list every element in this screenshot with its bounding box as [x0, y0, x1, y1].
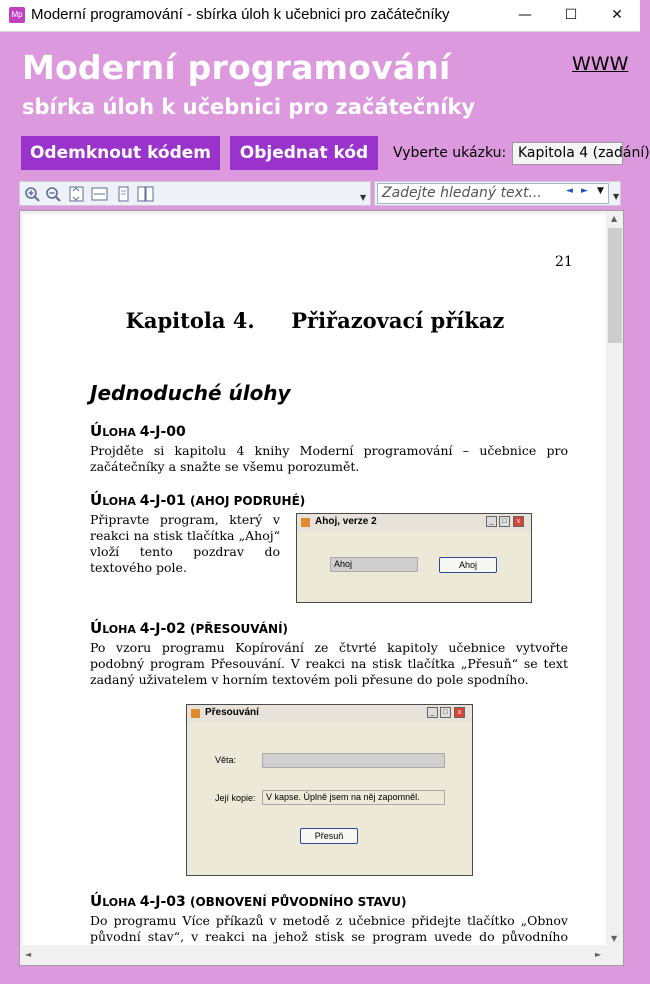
task-text: Do programu Více příkazů v metodě z učebnice přidejte tlačítko „Obnov původní stav“, v reakci na jehož stisk se program uvede do původního [90, 913, 568, 944]
window-title: Moderní programování - sbírka úloh k učebnici pro začátečníky [31, 6, 450, 23]
app-icon: Mp [9, 7, 25, 23]
ahoj-button: Ahoj [439, 557, 497, 573]
close-icon: x [454, 707, 465, 718]
chapter-title [23, 308, 607, 333]
search-prev-icon[interactable]: ◄ [566, 186, 573, 196]
scroll-left-icon[interactable]: ◄ [25, 950, 32, 959]
task-text: Po vzoru programu Kopírování ze čtvrté kapitoly učebnice vytvořte podobný program Přesouvání. V reakci na stisk tlačítka „Přesuň“ se text zadaný uživatelem v horním textovém poli přesune do pole spodního. [90, 640, 568, 687]
document-page[interactable] [23, 214, 607, 946]
scroll-right-icon[interactable]: ► [595, 950, 602, 959]
window-titlebar [297, 514, 531, 531]
task-title: ÚLOHA 4-J-00 [90, 422, 186, 440]
single-page-icon[interactable] [115, 186, 132, 202]
search-overflow-icon[interactable]: ▼ [613, 192, 620, 201]
copy-field: V kapse. Úplně jsem na něj zapomněl. [262, 790, 445, 805]
maximize-button[interactable]: ☐ [564, 7, 578, 23]
www-link[interactable]: WWW [572, 53, 629, 75]
close-button[interactable]: ✕ [611, 7, 623, 23]
copy-label: Její kopie: [215, 793, 256, 803]
minimize-icon: _ [486, 516, 497, 527]
sample-select[interactable]: Kapitola 4 (zadání) [512, 142, 623, 165]
app-subtitle: sbírka úloh k učebnici pro začátečníky [22, 95, 476, 119]
window-ahoj [296, 513, 532, 603]
sample-label: Vyberte ukázku: [393, 145, 507, 161]
zoom-out-icon[interactable] [45, 186, 62, 202]
minimize-button[interactable]: — [518, 7, 532, 23]
sentence-field [262, 753, 445, 768]
two-pages-icon[interactable] [137, 186, 154, 202]
section-title: Jednoduché úlohy [90, 381, 291, 405]
maximize-icon: □ [499, 516, 510, 527]
window-icon [191, 709, 200, 718]
window-titlebar [187, 705, 472, 722]
fit-page-icon[interactable] [68, 186, 85, 202]
close-icon: x [513, 516, 524, 527]
sentence-label: Věta: [215, 755, 237, 765]
page-number: 21 [555, 254, 573, 270]
window-icon [301, 518, 310, 527]
maximize-icon: □ [440, 707, 451, 718]
task-text: Připravte program, který v reakci na stisk tlačítka „Ahoj“ vloží tento pozdrav do textového pole. [90, 512, 280, 575]
horizontal-scrollbar[interactable] [21, 945, 606, 964]
scroll-up-icon[interactable]: ▲ [611, 214, 618, 223]
minimize-icon: _ [427, 707, 438, 718]
window-title: Přesouvání [205, 707, 259, 718]
vertical-scroll-thumb[interactable] [608, 228, 622, 343]
chapter-heading: Kapitola 4. Přiřazovací příkaz [125, 308, 505, 333]
viewer-toolbar [19, 181, 371, 206]
task-title: ÚLOHA 4-J-03 (OBNOVENÍ PŮVODNÍHO STAVU) [90, 892, 407, 910]
text-field: Ahoj [330, 557, 418, 572]
task-title: ÚLOHA 4-J-01 (AHOJ PODRUHÉ) [90, 491, 306, 509]
order-button[interactable]: Objednat kód [230, 136, 378, 170]
zoom-in-icon[interactable] [24, 186, 41, 202]
window-presouvani [186, 704, 473, 876]
window-title: Ahoj, verze 2 [315, 516, 377, 527]
task-title: ÚLOHA 4-J-02 (PŘESOUVÁNÍ) [90, 619, 289, 637]
fit-width-icon[interactable] [91, 186, 108, 202]
unlock-button[interactable]: Odemknout kódem [21, 136, 220, 170]
app-title: Moderní programování [22, 48, 451, 87]
scroll-down-icon[interactable]: ▼ [611, 934, 618, 943]
move-button: Přesuň [300, 828, 358, 844]
task-text: Projděte si kapitolu 4 knihy Moderní programování – učebnice pro začátečníky a snažte se všemu porozumět. [90, 443, 568, 474]
toolbar-overflow-icon[interactable]: ▼ [360, 193, 367, 202]
search-options-icon[interactable]: ▼ [597, 186, 604, 196]
search-next-icon[interactable]: ► [581, 186, 588, 196]
search-input[interactable]: Zadejte hledaný text... [377, 183, 609, 204]
window-titlebar [0, 0, 640, 32]
